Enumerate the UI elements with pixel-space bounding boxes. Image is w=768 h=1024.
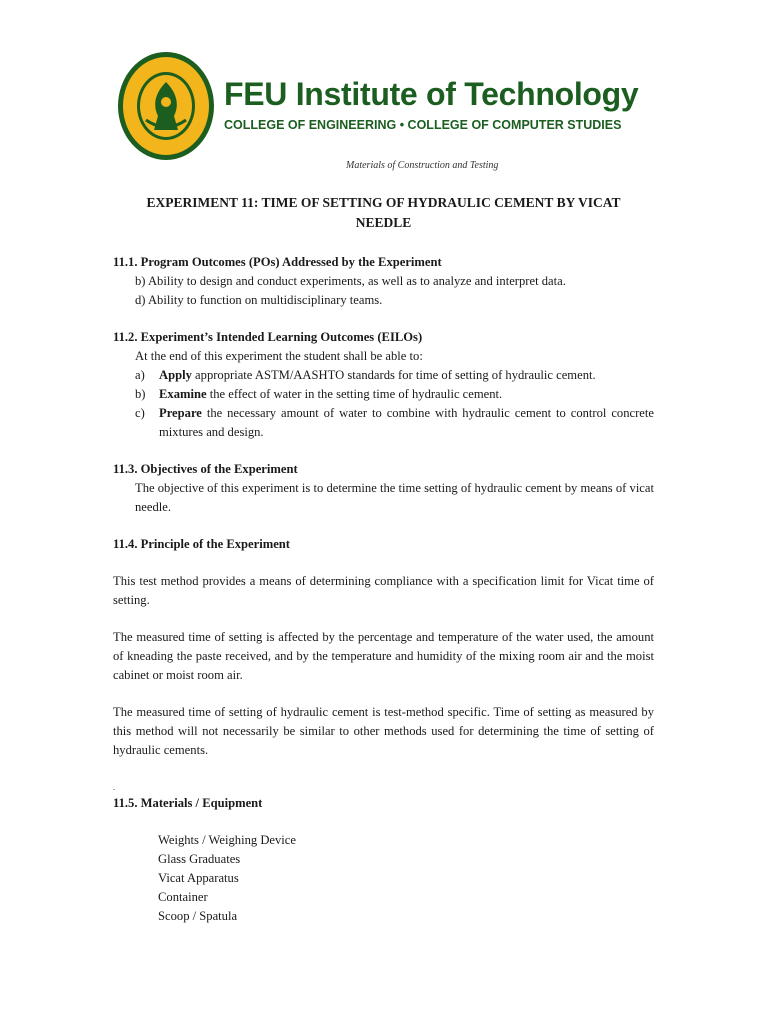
objective-text: The objective of this experiment is to determine the time setting of hydraulic cement by means of vicat needle. bbox=[135, 481, 654, 514]
list-text: the necessary amount of water to combine with hydraulic cement to control concrete mixtures and design. bbox=[159, 406, 654, 439]
list-item: Container bbox=[158, 890, 208, 904]
eilo-intro: At the end of this experiment the student shall be able to: bbox=[135, 349, 423, 363]
list-item: Scoop / Spatula bbox=[158, 909, 238, 923]
principle-paragraph: The measured time of setting of hydraulic cement is test-method specific. Time of setting as measured by this method will not necessarily be similar to other methods used for determining the time of setting of hydraulic cements. bbox=[113, 705, 654, 757]
list-text: the effect of water in the setting time of hydraulic cement. bbox=[206, 387, 503, 401]
principle-paragraph: This test method provides a means of determining compliance with a specification limit for Vicat time of setting. bbox=[113, 574, 654, 607]
course-name: Materials of Construction and Testing bbox=[346, 160, 499, 171]
list-verb: Examine bbox=[159, 387, 207, 401]
list-item bbox=[113, 366, 654, 385]
page-title: EXPERIMENT 11: TIME OF SETTING OF HYDRAULIC CEMENT BY VICAT NEEDLE bbox=[146, 195, 621, 230]
colleges-line: COLLEGE OF ENGINEERING • COLLEGE OF COMPUTER STUDIES bbox=[224, 118, 622, 132]
po-item: b) Ability to design and conduct experiments, as well as to analyze and interpret data. bbox=[135, 274, 566, 288]
list-item: Glass Graduates bbox=[158, 852, 241, 866]
list-marker: b) bbox=[135, 387, 146, 401]
section-heading-materials: 11.5. Materials / Equipment bbox=[113, 796, 263, 810]
document-body bbox=[113, 193, 654, 926]
stray-mark: . bbox=[113, 783, 115, 792]
feu-seal-logo bbox=[116, 50, 216, 162]
list-item: Weights / Weighing Device bbox=[158, 833, 296, 847]
po-item: d) Ability to function on multidisciplinary teams. bbox=[135, 293, 383, 307]
list-marker: c) bbox=[135, 406, 145, 420]
equipment-list bbox=[113, 831, 654, 926]
principle-paragraph: The measured time of setting is affected by the percentage and temperature of the water used, the amount of kneading the paste received, and by the temperature and humidity of the mixing room air and the moist cabinet or moist room air. bbox=[113, 630, 654, 682]
section-heading-objectives: 11.3. Objectives of the Experiment bbox=[113, 462, 298, 476]
document-header bbox=[116, 50, 656, 162]
institution-name: FEU Institute of Technology bbox=[224, 76, 639, 112]
list-verb: Apply bbox=[159, 368, 192, 382]
list-verb: Prepare bbox=[159, 406, 202, 420]
section-heading-eilos: 11.2. Experiment’s Intended Learning Outcomes (EILOs) bbox=[113, 330, 423, 344]
list-item bbox=[113, 385, 654, 404]
section-heading-pos: 11.1. Program Outcomes (POs) Addressed by the Experiment bbox=[113, 255, 442, 269]
list-marker: a) bbox=[135, 368, 145, 382]
list-item: Vicat Apparatus bbox=[158, 871, 239, 885]
list-text: appropriate ASTM/AASHTO standards for time of setting of hydraulic cement. bbox=[191, 368, 596, 382]
list-item bbox=[113, 404, 654, 442]
section-heading-principle: 11.4. Principle of the Experiment bbox=[113, 537, 290, 551]
